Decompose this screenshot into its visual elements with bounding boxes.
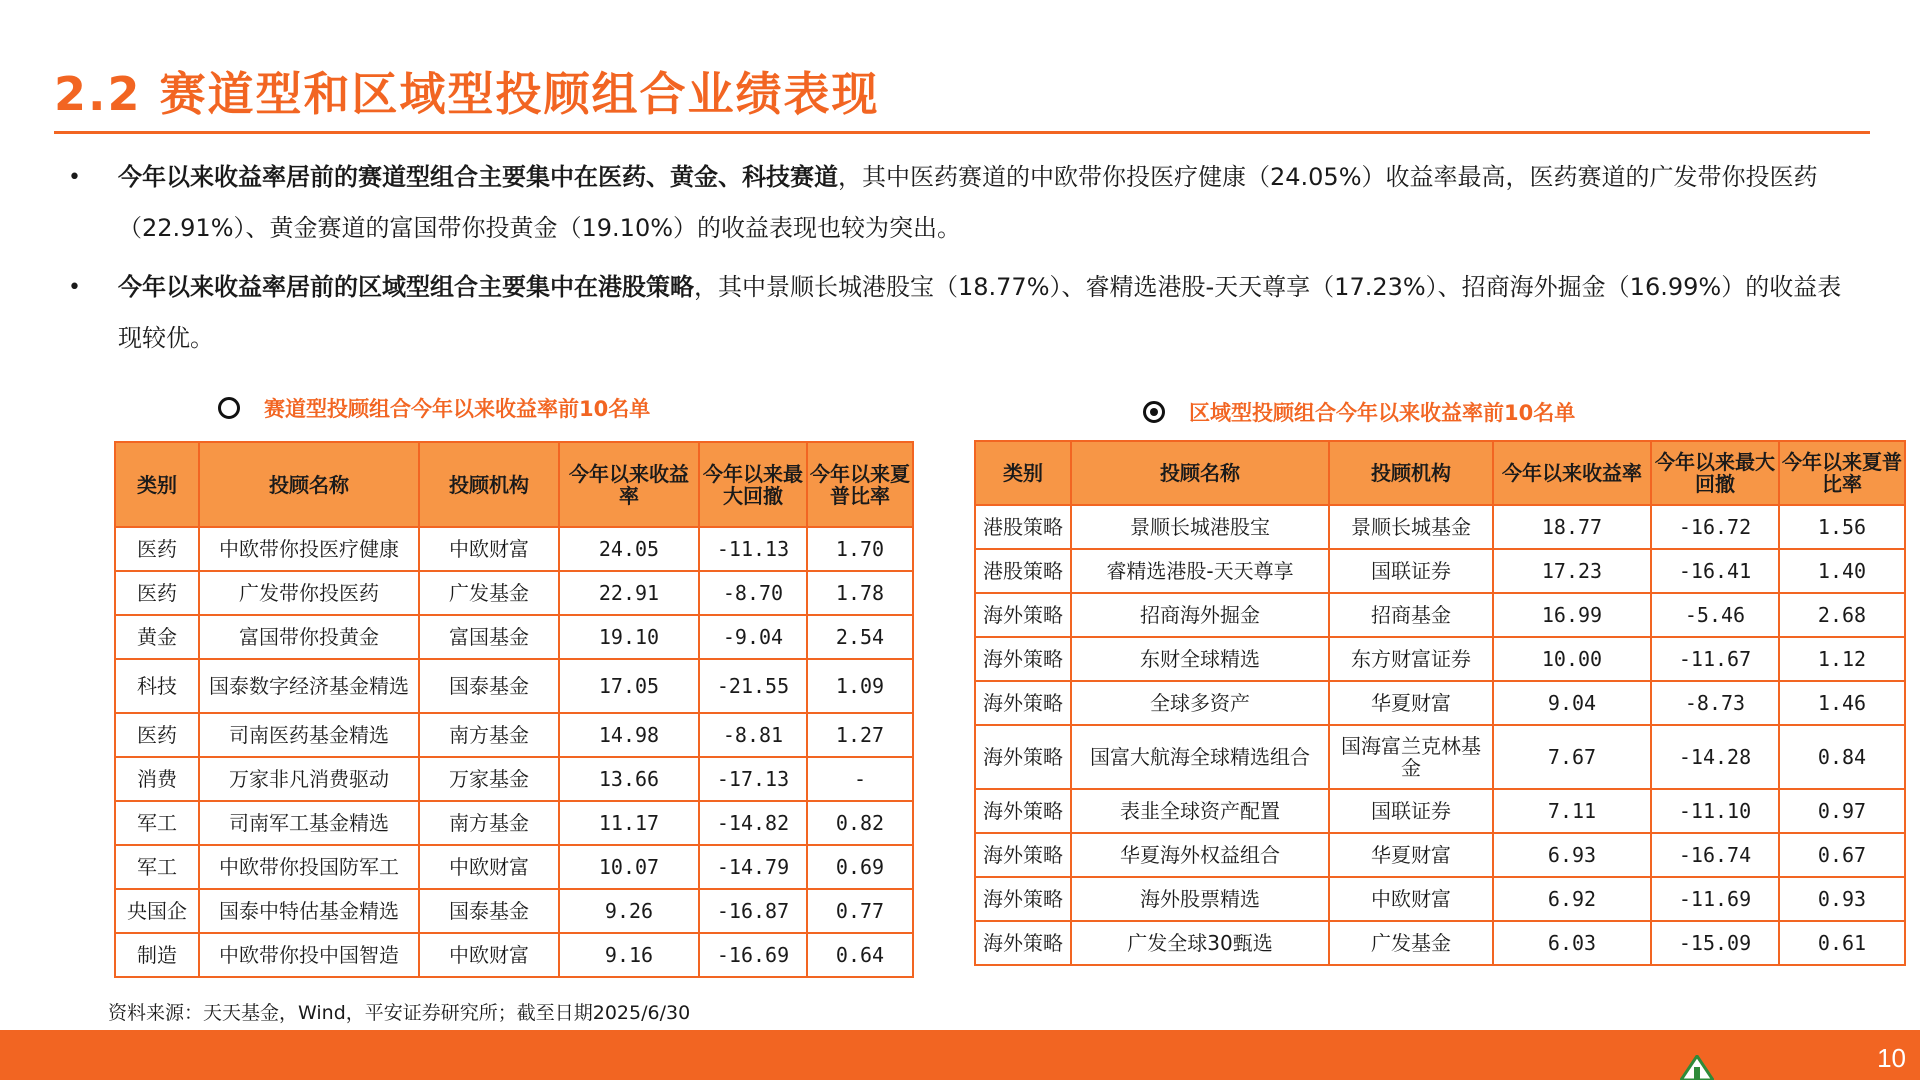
- table-cell: -14.79: [699, 845, 807, 889]
- table-cell: 14.98: [559, 713, 699, 757]
- table-cell: 0.67: [1779, 833, 1905, 877]
- table-cell: 1.46: [1779, 681, 1905, 725]
- table-cell: 景顺长城基金: [1329, 505, 1493, 549]
- table-cell: 9.26: [559, 889, 699, 933]
- table-row: [115, 527, 913, 571]
- table-cell: 医药: [115, 571, 199, 615]
- table1-caption-text: 赛道型投顾组合今年以来收益率前10名单: [264, 397, 651, 421]
- column-header: 今年以来最大回撤: [1651, 441, 1779, 505]
- table-row: [975, 789, 1905, 833]
- table-cell: 18.77: [1493, 505, 1651, 549]
- table-row: [975, 877, 1905, 921]
- table-cell: 0.93: [1779, 877, 1905, 921]
- table-cell: 东财全球精选: [1071, 637, 1329, 681]
- table1-caption: [218, 393, 650, 423]
- table-cell: 1.40: [1779, 549, 1905, 593]
- table-cell: 华夏财富: [1329, 833, 1493, 877]
- table-cell: 24.05: [559, 527, 699, 571]
- table-cell: 7.67: [1493, 725, 1651, 789]
- bullet-dot-icon: •: [68, 165, 81, 190]
- bullet-item: [68, 152, 1858, 254]
- table-cell: 睿精选港股-天天尊享: [1071, 549, 1329, 593]
- table-cell: 0.69: [807, 845, 913, 889]
- table-cell: 海外策略: [975, 833, 1071, 877]
- table-cell: 0.77: [807, 889, 913, 933]
- table-cell: 13.66: [559, 757, 699, 801]
- table-cell: 港股策略: [975, 505, 1071, 549]
- title-divider: [54, 131, 1870, 134]
- table1: [114, 441, 914, 978]
- bullet-item: [68, 262, 1858, 364]
- column-header: 类别: [115, 442, 199, 527]
- table-cell: 11.17: [559, 801, 699, 845]
- footer-bar: [0, 1030, 1920, 1080]
- table-cell: 富国带你投黄金: [199, 615, 419, 659]
- table-cell: 1.78: [807, 571, 913, 615]
- table-cell: 1.56: [1779, 505, 1905, 549]
- table-cell: 1.09: [807, 659, 913, 713]
- table-cell: 招商海外掘金: [1071, 593, 1329, 637]
- table-cell: 国海富兰克林基金: [1329, 725, 1493, 789]
- table-cell: 广发基金: [419, 571, 559, 615]
- table2: [974, 440, 1906, 966]
- table-header-row: [975, 441, 1905, 505]
- table-cell: 司南医药基金精选: [199, 713, 419, 757]
- table-row: [975, 725, 1905, 789]
- bullet-text: ，其中医药赛道的中欧带你投医疗健康（24.05%）收益率最高，医药赛道的广发带你投医药（22.91%）、黄金赛道的富国带你投黄金（19.10%）的收益表现也较为突出。: [118, 163, 1818, 242]
- table-cell: 招商基金: [1329, 593, 1493, 637]
- table-cell: 1.12: [1779, 637, 1905, 681]
- table-cell: 中欧财富: [419, 933, 559, 977]
- table-cell: 景顺长城港股宝: [1071, 505, 1329, 549]
- table-row: [975, 549, 1905, 593]
- table-cell: 华夏海外权益组合: [1071, 833, 1329, 877]
- table-cell: 17.23: [1493, 549, 1651, 593]
- table-cell: 军工: [115, 801, 199, 845]
- table-cell: 6.03: [1493, 921, 1651, 965]
- table-cell: 国联证券: [1329, 789, 1493, 833]
- table2-caption: [1143, 397, 1575, 427]
- table-row: [115, 713, 913, 757]
- table-cell: 海外策略: [975, 637, 1071, 681]
- table-cell: -21.55: [699, 659, 807, 713]
- table-cell: 0.84: [1779, 725, 1905, 789]
- table-cell: 国泰数字经济基金精选: [199, 659, 419, 713]
- table-cell: 17.05: [559, 659, 699, 713]
- table-cell: -8.73: [1651, 681, 1779, 725]
- table-cell: 0.82: [807, 801, 913, 845]
- table-cell: 万家基金: [419, 757, 559, 801]
- company-logo-icon: [1680, 1055, 1714, 1080]
- table-cell: 军工: [115, 845, 199, 889]
- table-row: [975, 593, 1905, 637]
- table-cell: -14.82: [699, 801, 807, 845]
- table-cell: 海外策略: [975, 921, 1071, 965]
- table-row: [115, 801, 913, 845]
- table-cell: 中欧财富: [419, 527, 559, 571]
- table-cell: 0.61: [1779, 921, 1905, 965]
- table-cell: 2.68: [1779, 593, 1905, 637]
- table-cell: 6.93: [1493, 833, 1651, 877]
- table-row: [975, 921, 1905, 965]
- column-header: 今年以来收益率: [1493, 441, 1651, 505]
- table-cell: 国联证券: [1329, 549, 1493, 593]
- table-cell: 中欧带你投国防军工: [199, 845, 419, 889]
- bullet-list: [68, 152, 1858, 372]
- table-cell: 国泰中特估基金精选: [199, 889, 419, 933]
- table-cell: 南方基金: [419, 713, 559, 757]
- table-cell: 0.64: [807, 933, 913, 977]
- table-cell: -8.81: [699, 713, 807, 757]
- table-cell: 10.00: [1493, 637, 1651, 681]
- table-cell: 海外策略: [975, 681, 1071, 725]
- table-cell: 富国基金: [419, 615, 559, 659]
- table-cell: -16.87: [699, 889, 807, 933]
- table-cell: 黄金: [115, 615, 199, 659]
- table-cell: -16.74: [1651, 833, 1779, 877]
- table-cell: 医药: [115, 527, 199, 571]
- table-cell: 广发带你投医药: [199, 571, 419, 615]
- table-cell: 全球多资产: [1071, 681, 1329, 725]
- bullet-bold-text: 今年以来收益率居前的赛道型组合主要集中在医药、黄金、科技赛道: [118, 163, 838, 191]
- table-row: [115, 659, 913, 713]
- table-header-row: [115, 442, 913, 527]
- table-cell: 19.10: [559, 615, 699, 659]
- table-cell: 海外股票精选: [1071, 877, 1329, 921]
- column-header: 投顾名称: [199, 442, 419, 527]
- table-cell: 国泰基金: [419, 659, 559, 713]
- table-cell: 广发基金: [1329, 921, 1493, 965]
- table-cell: -11.67: [1651, 637, 1779, 681]
- table-cell: 广发全球30甄选: [1071, 921, 1329, 965]
- table-cell: 22.91: [559, 571, 699, 615]
- table-cell: 1.27: [807, 713, 913, 757]
- table-cell: 海外策略: [975, 725, 1071, 789]
- table-cell: 7.11: [1493, 789, 1651, 833]
- table-cell: 万家非凡消费驱动: [199, 757, 419, 801]
- column-header: 今年以来夏普比率: [807, 442, 913, 527]
- table-cell: 海外策略: [975, 877, 1071, 921]
- table-cell: 10.07: [559, 845, 699, 889]
- bullet-text: ，其中景顺长城港股宝（18.77%）、睿精选港股-天天尊享（17.23%）、招商海外掘金（16.99%）的收益表现较优。: [118, 273, 1842, 352]
- table-cell: 中欧带你投医疗健康: [199, 527, 419, 571]
- table-cell: -5.46: [1651, 593, 1779, 637]
- table-cell: 表韭全球资产配置: [1071, 789, 1329, 833]
- table-cell: -16.72: [1651, 505, 1779, 549]
- table-row: [975, 681, 1905, 725]
- table-cell: 南方基金: [419, 801, 559, 845]
- table-cell: 9.16: [559, 933, 699, 977]
- source-note: 资料来源：天天基金，Wind，平安证券研究所；截至日期2025/6/30: [108, 1002, 691, 1024]
- table-row: [975, 637, 1905, 681]
- table-cell: 东方财富证券: [1329, 637, 1493, 681]
- table-cell: -: [807, 757, 913, 801]
- column-header: 今年以来夏普比率: [1779, 441, 1905, 505]
- table-cell: 司南军工基金精选: [199, 801, 419, 845]
- table-row: [115, 571, 913, 615]
- table-cell: -8.70: [699, 571, 807, 615]
- table-cell: -11.13: [699, 527, 807, 571]
- table-cell: 2.54: [807, 615, 913, 659]
- page-title: 2.2 赛道型和区域型投顾组合业绩表现: [54, 67, 880, 121]
- bullet-dot-icon: •: [68, 275, 81, 300]
- table-cell: 中欧财富: [419, 845, 559, 889]
- table-row: [115, 757, 913, 801]
- table-cell: 国富大航海全球精选组合: [1071, 725, 1329, 789]
- table-cell: -17.13: [699, 757, 807, 801]
- table-row: [115, 933, 913, 977]
- column-header: 投顾机构: [419, 442, 559, 527]
- table-cell: -11.10: [1651, 789, 1779, 833]
- table-cell: -11.69: [1651, 877, 1779, 921]
- table-cell: 16.99: [1493, 593, 1651, 637]
- table-cell: 国泰基金: [419, 889, 559, 933]
- radio-selected-icon: [1143, 401, 1165, 423]
- table-row: [115, 845, 913, 889]
- column-header: 投顾机构: [1329, 441, 1493, 505]
- table2-caption-text: 区域型投顾组合今年以来收益率前10名单: [1189, 401, 1576, 425]
- table-cell: -9.04: [699, 615, 807, 659]
- table-cell: 中欧带你投中国智造: [199, 933, 419, 977]
- table-cell: 0.97: [1779, 789, 1905, 833]
- table-cell: 制造: [115, 933, 199, 977]
- table-cell: 海外策略: [975, 593, 1071, 637]
- table-cell: 港股策略: [975, 549, 1071, 593]
- table-cell: 医药: [115, 713, 199, 757]
- column-header: 投顾名称: [1071, 441, 1329, 505]
- table-row: [975, 833, 1905, 877]
- table-cell: 科技: [115, 659, 199, 713]
- table-row: [115, 615, 913, 659]
- column-header: 类别: [975, 441, 1071, 505]
- table-cell: -16.69: [699, 933, 807, 977]
- table-cell: 华夏财富: [1329, 681, 1493, 725]
- table-cell: -14.28: [1651, 725, 1779, 789]
- table-cell: 中欧财富: [1329, 877, 1493, 921]
- column-header: 今年以来收益率: [559, 442, 699, 527]
- page-number: 10: [1877, 1043, 1906, 1073]
- table-cell: 央国企: [115, 889, 199, 933]
- table-cell: 9.04: [1493, 681, 1651, 725]
- table-cell: 消费: [115, 757, 199, 801]
- bullet-bold-text: 今年以来收益率居前的区域型组合主要集中在港股策略: [118, 273, 694, 301]
- radio-unselected-icon: [218, 397, 240, 419]
- column-header: 今年以来最大回撤: [699, 442, 807, 527]
- table-row: [975, 505, 1905, 549]
- table-cell: 海外策略: [975, 789, 1071, 833]
- table-row: [115, 889, 913, 933]
- table-cell: -15.09: [1651, 921, 1779, 965]
- table-cell: 1.70: [807, 527, 913, 571]
- table-cell: -16.41: [1651, 549, 1779, 593]
- table-cell: 6.92: [1493, 877, 1651, 921]
